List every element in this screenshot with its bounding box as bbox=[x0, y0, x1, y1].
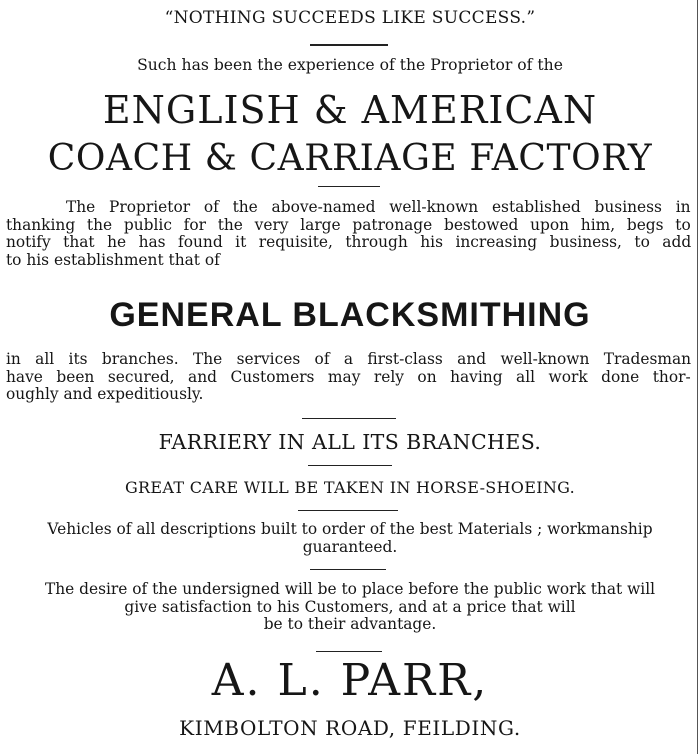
paragraph-line: thanking the public for the very large patronage bestowed upon him, begs to bbox=[6, 215, 691, 234]
services-paragraph bbox=[6, 351, 692, 404]
paragraph-line: to his establishment that of bbox=[6, 250, 220, 269]
divider-rule bbox=[308, 465, 392, 466]
paragraph-line: give satisfaction to his Customers, and at a price that will bbox=[124, 597, 576, 616]
motto-heading: “NOTHING SUCCEEDS LIKE SUCCESS.” bbox=[164, 8, 536, 28]
announcement-paragraph bbox=[6, 199, 692, 269]
vehicles-paragraph bbox=[0, 521, 700, 556]
paragraph-line: oughly and expeditiously. bbox=[6, 385, 204, 403]
paragraph-line: guaranteed. bbox=[302, 537, 398, 556]
divider-rule bbox=[310, 44, 388, 46]
farriery-heading: FARRIERY IN ALL ITS BRANCHES. bbox=[158, 430, 542, 454]
paragraph-line: The desire of the undersigned will be to place before the public work that will bbox=[44, 580, 656, 598]
proprietor-name: A. L. PARR, bbox=[211, 655, 489, 706]
divider-rule bbox=[318, 186, 380, 187]
paragraph-line: have been secured, and Customers may rely on having all work done thor- bbox=[6, 367, 691, 386]
paragraph-line: Vehicles of all descriptions built to order of the best Materials ; workmanship bbox=[47, 520, 653, 538]
divider-rule bbox=[302, 418, 396, 419]
paragraph-line: in all its branches. The services of a first-class and well-known Tradesman bbox=[6, 350, 692, 368]
paragraph-line: The Proprietor of the above-named well-known established business in bbox=[66, 198, 691, 216]
paragraph-line: notify that he has found it requisite, through his increasing business, to add bbox=[6, 233, 692, 251]
address-line: KIMBOLTON ROAD, FEILDING. bbox=[179, 716, 521, 740]
intro-line: Such has been the experience of the Proprietor of the bbox=[137, 56, 563, 74]
divider-rule bbox=[316, 651, 382, 652]
business-title-line2: COACH & CARRIAGE FACTORY bbox=[47, 138, 653, 179]
divider-rule bbox=[310, 569, 386, 570]
divider-rule bbox=[298, 510, 398, 511]
business-title-line1: ENGLISH & AMERICAN bbox=[102, 88, 598, 132]
desire-paragraph bbox=[0, 581, 700, 634]
horse-shoeing-line: GREAT CARE WILL BE TAKEN IN HORSE-SHOEING. bbox=[124, 478, 576, 497]
blacksmithing-heading: GENERAL BLACKSMITHING bbox=[109, 296, 591, 334]
paragraph-line: be to their advantage. bbox=[263, 615, 437, 633]
